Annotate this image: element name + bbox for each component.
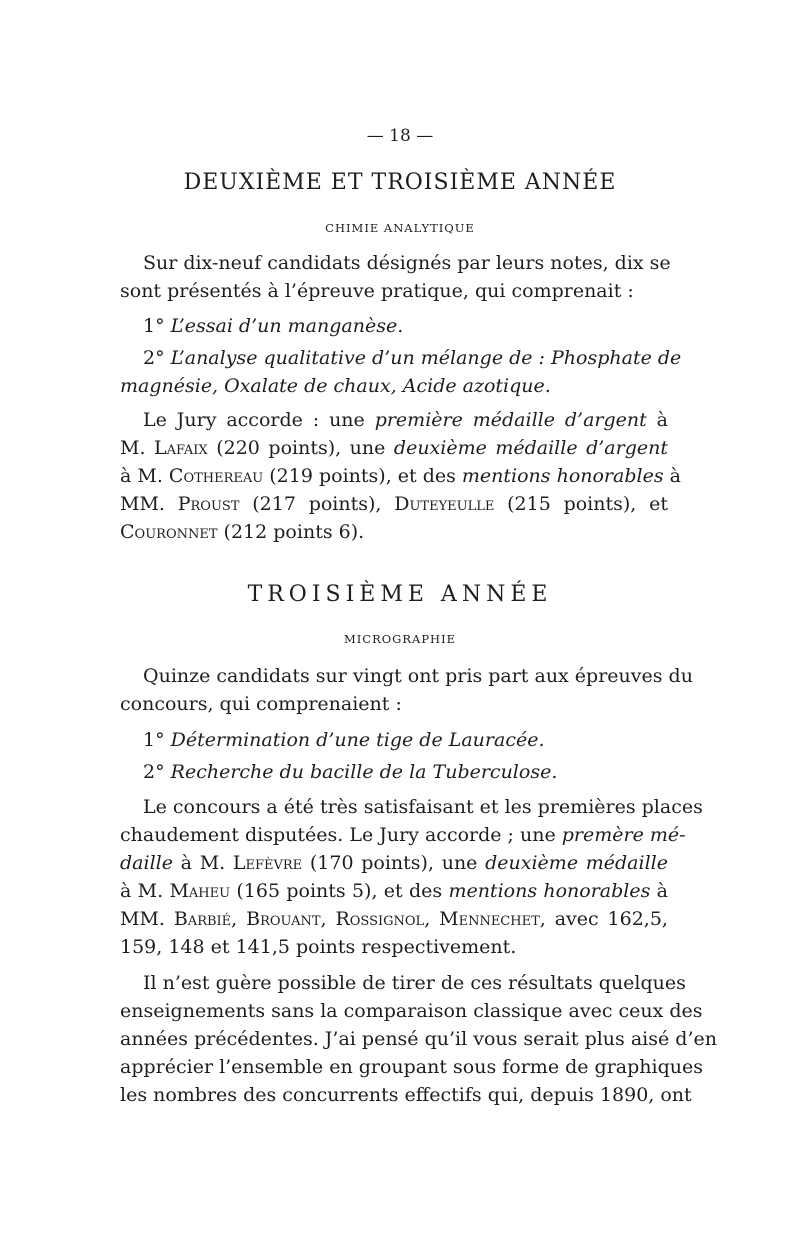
paragraph-line: les nombres des concurrents effectifs qui, depuis 1890, ont xyxy=(120,1084,692,1106)
text-run: à xyxy=(663,465,681,487)
text-run: , xyxy=(424,908,440,930)
paragraph-line xyxy=(120,881,668,901)
list-item xyxy=(143,762,668,782)
paragraph-line xyxy=(143,410,668,430)
text-run: M. xyxy=(120,437,155,459)
text-run-italic: mentions honorables xyxy=(461,465,664,487)
text-run: à xyxy=(646,409,668,431)
paragraph-line: apprécier l’ensemble en groupant sous forme de graphiques xyxy=(120,1056,703,1078)
item-text: L’essai d’un manganèse. xyxy=(170,315,404,337)
paragraph-line: concours, qui comprenaient : xyxy=(120,693,402,715)
list-item xyxy=(143,730,668,750)
person-name: Maheu xyxy=(169,880,231,902)
text-run-italic: premère mé- xyxy=(561,824,686,846)
text-run: (215 points), et xyxy=(494,493,668,515)
item-number: 1° xyxy=(143,729,165,751)
text-run-italic: deuxième médaille xyxy=(485,852,668,874)
paragraph-line: années précédentes. J’ai pensé qu’il vous serait plus aisé d’en xyxy=(120,1028,717,1050)
text-run: (170 points), une xyxy=(302,852,486,874)
paragraph-line xyxy=(120,853,668,873)
paragraph-line xyxy=(120,465,681,487)
text-run: , avec 162,5, xyxy=(539,908,668,930)
text-run: MM. xyxy=(120,908,174,930)
paragraph-line xyxy=(120,909,668,929)
text-run: à M. xyxy=(120,465,169,487)
text-run: (212 points 6). xyxy=(217,521,365,543)
paragraph-line: 159, 148 et 141,5 points respectivement. xyxy=(120,936,517,958)
text-run: à xyxy=(650,880,669,902)
list-item xyxy=(143,316,668,336)
paragraph-line xyxy=(120,494,668,514)
text-run: , xyxy=(231,908,247,930)
person-name: Cothereau xyxy=(168,465,264,487)
item-number: 2° xyxy=(143,347,165,369)
person-name: Rossignol xyxy=(335,908,425,930)
text-run: MM. xyxy=(120,493,178,515)
section-subtitle-micrographie: MICROGRAPHIE xyxy=(343,632,457,646)
list-item xyxy=(143,347,682,369)
item-text: magnésie, Oxalate de chaux, Acide azotique. xyxy=(120,375,551,397)
item-number: 1° xyxy=(143,315,165,337)
paragraph-line xyxy=(120,522,668,542)
text-run: (165 points 5), et des xyxy=(230,880,449,902)
person-name: Barbié xyxy=(173,908,232,930)
text-run-italic: première médaille d’argent xyxy=(374,409,647,431)
text-run: chaudement disputées. Le Jury accorde ; une xyxy=(120,824,562,846)
item-number: 2° xyxy=(143,761,165,783)
item-text: L’analyse qualitative d’un mélange de : Phosphate de xyxy=(170,347,682,369)
paragraph-line: Quinze candidats sur vingt ont pris part aux épreuves du xyxy=(143,665,693,687)
paragraph-line xyxy=(120,438,668,458)
person-name: Couronnet xyxy=(120,521,218,543)
person-name: Proust xyxy=(177,493,240,515)
paragraph-line xyxy=(120,824,686,846)
person-name: Duteyeulle xyxy=(394,493,495,515)
page-number: — 18 — xyxy=(366,126,434,146)
text-run: , xyxy=(320,908,336,930)
paragraph-line: enseignements sans la comparaison classique avec ceux des xyxy=(120,1000,703,1022)
section-title-troisieme-annee: TROISIÈME ANNÉE xyxy=(247,582,553,607)
text-run: à M. xyxy=(172,852,233,874)
person-name: Brouant xyxy=(246,908,321,930)
text-run-italic: daille xyxy=(120,852,173,874)
text-run: à M. xyxy=(120,880,170,902)
section-title-deuxieme-troisieme-annee: DEUXIÈME ET TROISIÈME ANNÉE xyxy=(183,170,617,195)
person-name: Lafaix xyxy=(154,437,208,459)
text-run: (220 points), une xyxy=(207,437,394,459)
paragraph-line: Sur dix-neuf candidats désignés par leurs notes, dix se xyxy=(143,252,671,274)
paragraph-line: Le concours a été très satisfaisant et les premières places xyxy=(143,796,703,818)
text-run: Le Jury accorde : une xyxy=(143,409,375,431)
text-run-italic: mentions honorables xyxy=(448,880,651,902)
text-run: (219 points), et des xyxy=(263,465,462,487)
paragraph-line: Il n’est guère possible de tirer de ces résultats quelques xyxy=(143,972,686,994)
list-item-continued xyxy=(120,376,668,396)
person-name: Lefèvre xyxy=(232,852,303,874)
item-text: Détermination d’une tige de Lauracée. xyxy=(170,729,545,751)
paragraph-line: sont présentés à l’épreuve pratique, qui comprenait : xyxy=(120,280,634,302)
person-name: Mennechet xyxy=(439,908,540,930)
text-run: (217 points), xyxy=(239,493,395,515)
item-text: Recherche du bacille de la Tuberculose. xyxy=(170,761,558,783)
section-subtitle-chimie-analytique: CHIMIE ANALYTIQUE xyxy=(325,221,475,235)
text-run-italic: deuxième médaille d’argent xyxy=(393,437,668,459)
